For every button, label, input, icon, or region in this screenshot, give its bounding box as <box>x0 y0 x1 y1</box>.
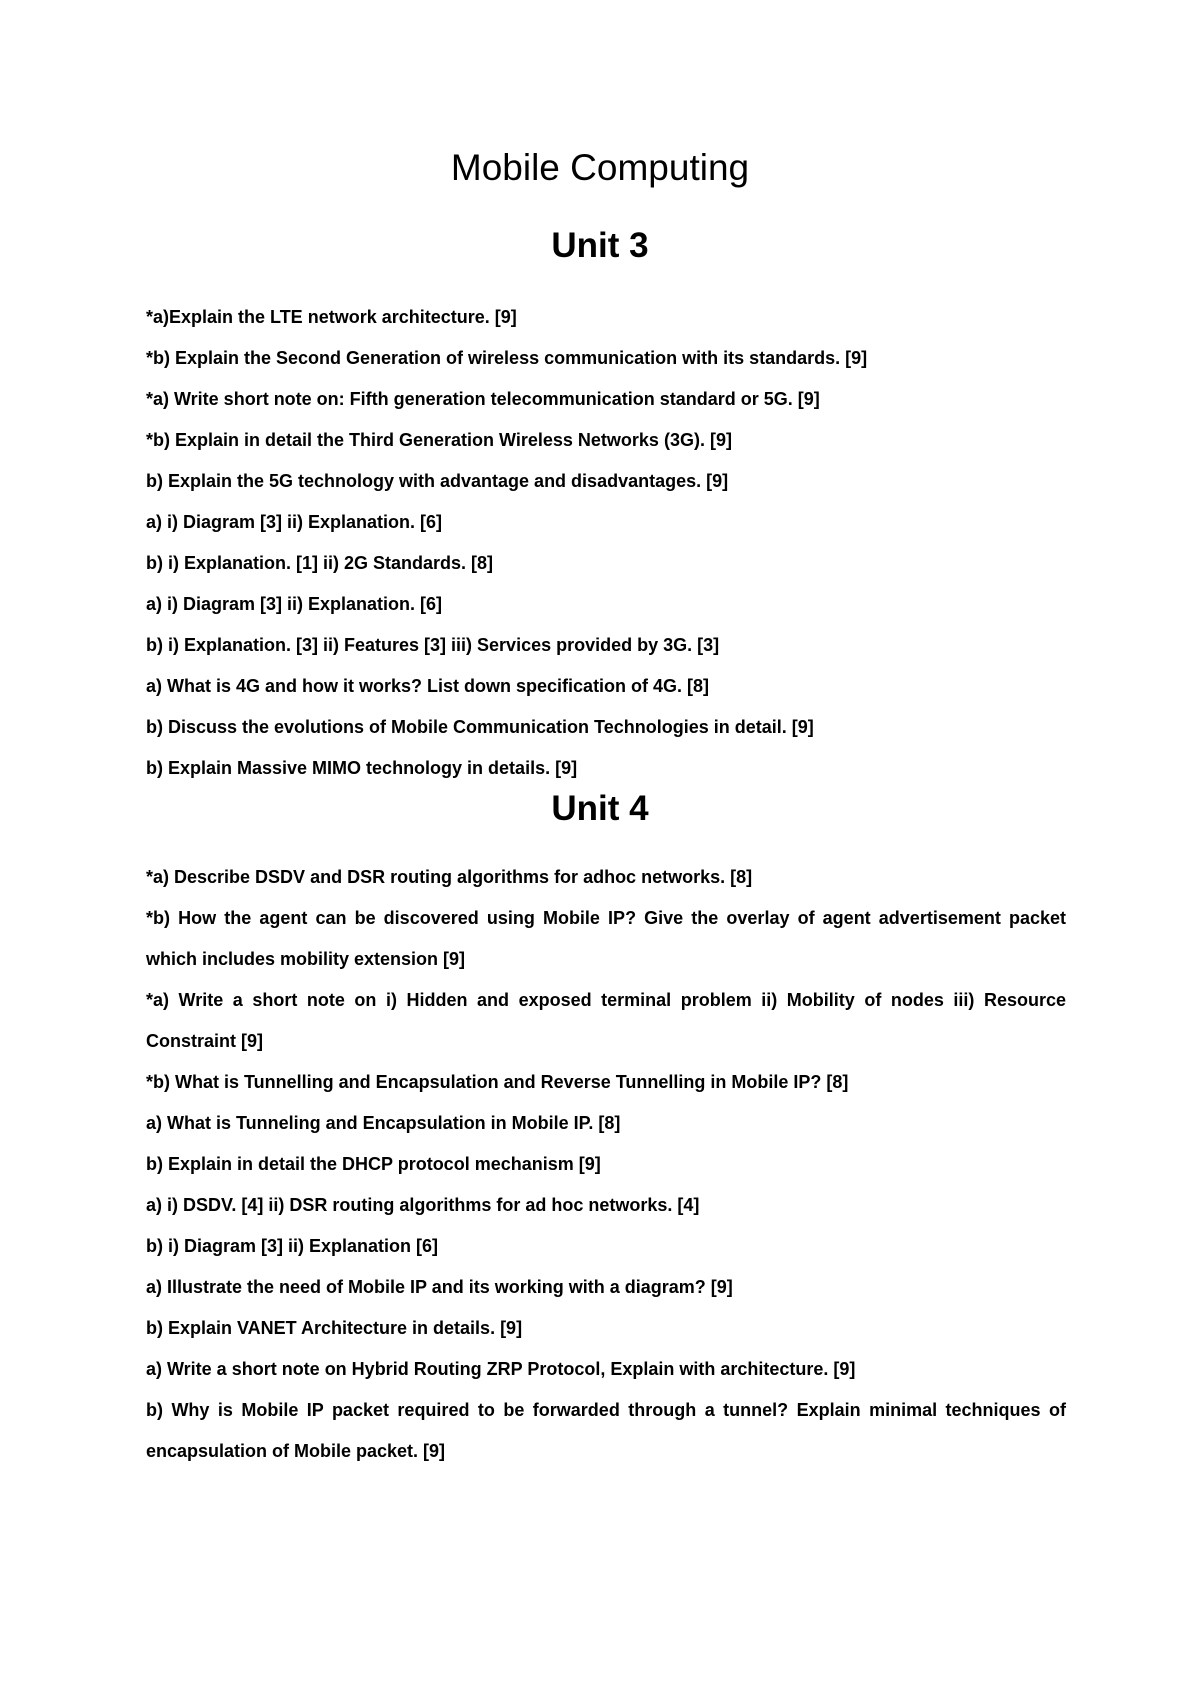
unit-3-question-list <box>146 297 1066 789</box>
document-title: Mobile Computing <box>450 147 750 188</box>
question-item: a) What is Tunneling and Encapsulation in Mobile IP. [8] <box>146 1113 621 1133</box>
question-item: b) Explain VANET Architecture in details. [9] <box>146 1318 523 1338</box>
question-item: *a)Explain the LTE network architecture. [9] <box>146 307 517 327</box>
unit-4-heading: Unit 4 <box>551 789 649 828</box>
question-item: *b) Explain in detail the Third Generation Wireless Networks (3G). [9] <box>146 430 732 450</box>
question-item: *b) Explain the Second Generation of wireless communication with its standards. [9] <box>146 348 868 368</box>
question-item: *b) How the agent can be discovered using Mobile IP? Give the overlay of agent advertisement packet which includes mobility extension [9] <box>146 908 1066 969</box>
question-item: a) Write a short note on Hybrid Routing ZRP Protocol, Explain with architecture. [9] <box>146 1359 856 1379</box>
question-item: b) Discuss the evolutions of Mobile Communication Technologies in detail. [9] <box>146 717 814 737</box>
question-item: b) Explain in detail the DHCP protocol mechanism [9] <box>146 1154 601 1174</box>
question-item: a) Illustrate the need of Mobile IP and its working with a diagram? [9] <box>146 1277 733 1297</box>
question-item: *a) Write a short note on i) Hidden and exposed terminal problem ii) Mobility of nodes iii) Resource Constraint [9] <box>146 990 1066 1051</box>
question-item: b) Explain Massive MIMO technology in details. [9] <box>146 758 578 778</box>
question-item: *a) Write short note on: Fifth generation telecommunication standard or 5G. [9] <box>146 389 820 409</box>
question-item: a) i) Diagram [3] ii) Explanation. [6] <box>146 594 443 614</box>
question-item: a) What is 4G and how it works? List down specification of 4G. [8] <box>146 676 710 696</box>
question-item: b) i) Explanation. [3] ii) Features [3] iii) Services provided by 3G. [3] <box>146 635 720 655</box>
question-item: b) i) Explanation. [1] ii) 2G Standards. [8] <box>146 553 494 573</box>
question-item: b) i) Diagram [3] ii) Explanation [6] <box>146 1236 439 1256</box>
unit-4-question-list <box>146 857 1066 1472</box>
question-item: b) Why is Mobile IP packet required to be forwarded through a tunnel? Explain minimal techniques of encapsulation of Mobile packet. [9] <box>146 1400 1066 1461</box>
question-item: *a) Describe DSDV and DSR routing algorithms for adhoc networks. [8] <box>146 867 753 887</box>
question-item: a) i) DSDV. [4] ii) DSR routing algorithms for ad hoc networks. [4] <box>146 1195 700 1215</box>
question-item: a) i) Diagram [3] ii) Explanation. [6] <box>146 512 443 532</box>
question-item: b) Explain the 5G technology with advantage and disadvantages. [9] <box>146 471 729 491</box>
unit-3-heading: Unit 3 <box>551 226 649 265</box>
question-item: *b) What is Tunnelling and Encapsulation and Reverse Tunnelling in Mobile IP? [8] <box>146 1072 849 1092</box>
